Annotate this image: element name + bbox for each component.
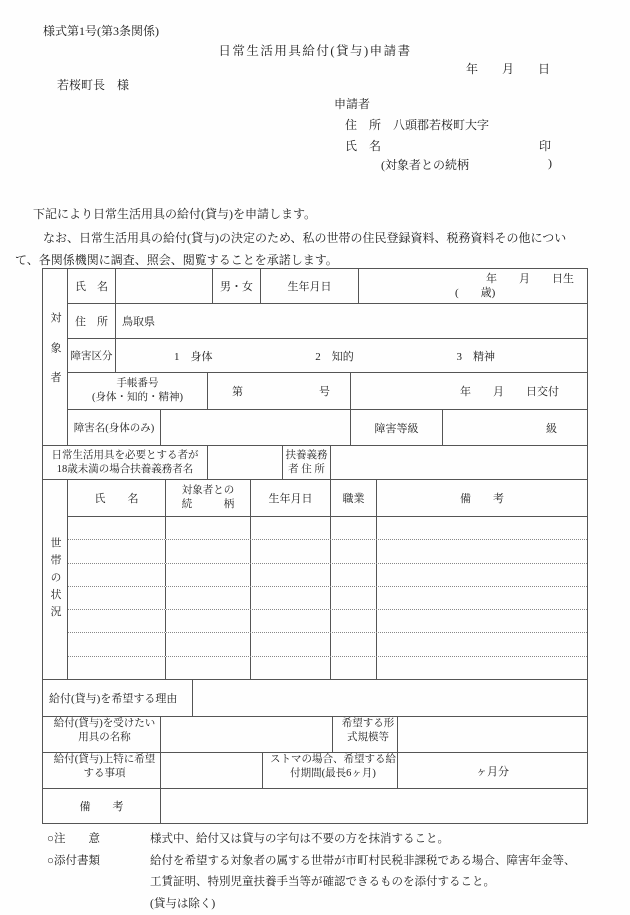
household-cell — [251, 587, 331, 609]
household-cell — [166, 610, 251, 632]
household-cell — [331, 587, 377, 609]
book-label-line1: 手帳番号 — [116, 378, 159, 390]
household-col-birth: 生年月日 — [251, 480, 331, 516]
household-cell — [331, 564, 377, 586]
category-option-intellectual: 2 知的 — [315, 350, 354, 363]
stoma-label-line1: ストマの場合、希望する給 — [270, 754, 396, 765]
subject-row-disability — [68, 410, 587, 445]
household-row — [68, 540, 587, 563]
birth-age-line: ( 歳) — [455, 287, 496, 299]
birth-date-line: 年 月 日生 — [486, 272, 574, 285]
subject-birth-value — [359, 269, 587, 303]
style-label-line2: 式規模等 — [347, 731, 389, 743]
relation-open: (対象者との続柄 — [381, 158, 469, 172]
book-issue-date: 年 月 日交付 — [460, 386, 559, 398]
household-side-label: 世帯の状況 — [43, 480, 68, 679]
consent-line-1: なお、日常生活用具の給付(貸与)の決定のため、私の世帯の住民登録資料、税務資料その他につい — [43, 231, 567, 245]
special-label — [43, 753, 161, 788]
household-cell — [68, 587, 166, 609]
relation-close: ) — [548, 156, 552, 170]
style-label-line1: 希望する形 — [341, 718, 395, 729]
item-label-line1: 給付(貸与)を受けたい — [53, 718, 156, 729]
household-cell — [251, 564, 331, 586]
subject-sex-label: 男・女 — [213, 269, 261, 303]
note-caution — [47, 829, 592, 851]
subject-birth-label: 生年月日 — [261, 269, 359, 303]
household-cell — [251, 517, 331, 539]
remarks-label: 備 考 — [43, 789, 161, 823]
relation-line — [381, 156, 552, 173]
household-cell — [377, 587, 587, 609]
household-col-job: 職業 — [331, 480, 377, 516]
book-number-label — [68, 373, 208, 409]
guardian-label-line2: 18歳未満の場合扶養義務者名 — [56, 463, 194, 475]
special-value — [161, 753, 263, 788]
note-attachments — [47, 851, 592, 915]
household-row — [68, 517, 587, 540]
household-header-row — [68, 480, 587, 517]
household-cell — [251, 610, 331, 632]
stoma-label-line2: 付期間(最長6ヶ月) — [290, 767, 376, 779]
household-cell — [166, 633, 251, 655]
item-value — [161, 717, 333, 752]
subject-address-value: 鳥取県 — [122, 316, 155, 328]
household-cell — [377, 657, 587, 679]
household-cell — [68, 540, 166, 562]
subject-row-name — [68, 269, 587, 304]
grade-label: 障害等級 — [351, 410, 443, 445]
household-cell — [251, 540, 331, 562]
household-cell — [377, 610, 587, 632]
item-row — [43, 717, 587, 753]
household-block — [43, 480, 587, 680]
household-cell — [166, 564, 251, 586]
category-option-mental: 3 精神 — [456, 350, 495, 363]
remarks-value — [161, 789, 587, 823]
note-attachments-label: ○添付書類 — [47, 854, 100, 867]
household-cell — [166, 587, 251, 609]
household-cell — [331, 657, 377, 679]
household-cell — [68, 564, 166, 586]
seal-mark: 印 — [538, 139, 551, 153]
household-row — [68, 633, 587, 656]
applicant-label: 申請者 — [334, 97, 371, 111]
household-cell — [377, 564, 587, 586]
note-caution-label: ○注 意 — [47, 833, 100, 845]
household-cell — [331, 540, 377, 562]
special-row — [43, 753, 587, 789]
household-cell — [331, 633, 377, 655]
household-cell — [166, 517, 251, 539]
style-label — [333, 717, 398, 752]
household-cell — [331, 610, 377, 632]
household-cell — [68, 633, 166, 655]
footnotes — [47, 829, 592, 915]
household-col-relation-line1: 対象者との — [181, 485, 235, 497]
grade-value: 級 — [546, 422, 557, 435]
household-row — [68, 610, 587, 633]
application-table — [42, 268, 588, 824]
item-label-line2: 用具の名称 — [78, 731, 131, 743]
reason-label: 給付(貸与)を希望する理由 — [43, 680, 193, 716]
household-cell — [331, 517, 377, 539]
note-attachments-text — [150, 851, 592, 915]
household-col-name: 氏 名 — [68, 480, 166, 516]
guardian-row — [43, 446, 587, 480]
household-cell — [377, 633, 587, 655]
guardian-address-label-line1: 扶養義務 — [285, 449, 328, 461]
page-title: 日常生活用具給付(貸与)申請書 — [218, 44, 412, 58]
subject-name-value — [116, 269, 213, 303]
consent-line-2: て、各関係機関に調査、照会、閲覧することを承諾します。 — [15, 253, 338, 267]
household-cell — [377, 517, 587, 539]
note-attachments-line1: 給付を希望する対象者の属する世帯が市町村民税非課税である場合、障害年金等、 — [150, 854, 576, 867]
subject-row-category — [68, 339, 587, 373]
applicant-name-line — [345, 137, 551, 154]
style-value — [398, 717, 587, 752]
book-no-suffix: 号 — [319, 386, 330, 398]
subject-row-book — [68, 373, 587, 410]
special-label-line1: 給付(貸与)上特に希望 — [53, 754, 156, 765]
household-row — [68, 587, 587, 610]
book-number-value — [208, 373, 351, 409]
note-attachments-line3: (貸与は除く) — [150, 897, 216, 910]
household-col-relation — [166, 480, 251, 516]
guardian-address-label — [283, 446, 331, 479]
guardian-name-value — [208, 446, 283, 479]
subject-side-label: 対象者 — [43, 269, 68, 445]
addressee: 若桜町長 様 — [57, 78, 130, 92]
book-no-prefix: 第 — [232, 386, 243, 398]
household-rows — [68, 517, 587, 679]
guardian-address-label-line2: 者 住 所 — [288, 463, 325, 475]
note-attachments-line2: 工賃証明、特別児童扶養手当等が確認できるものを添付すること。 — [150, 876, 495, 888]
reason-value — [193, 680, 587, 716]
subject-block — [43, 269, 587, 446]
stoma-period-value: ヶ月分 — [476, 765, 509, 778]
category-option-physical: 1 身体 — [174, 350, 213, 363]
applicant-name-label: 氏 名 — [345, 139, 382, 153]
applicant-address-line: 住 所 八頭郡若桜町大字 — [345, 118, 490, 132]
household-cell — [166, 540, 251, 562]
household-row — [68, 564, 587, 587]
subject-row-address — [68, 304, 587, 339]
disability-name-label: 障害名(身体のみ) — [68, 410, 161, 445]
guardian-address-value — [331, 446, 587, 479]
form-number: 様式第1号(第3条関係) — [43, 24, 159, 38]
category-label: 障害区分 — [68, 339, 116, 372]
request-sentence: 下記により日常生活用具の給付(貸与)を申請します。 — [33, 207, 317, 221]
household-cell — [377, 540, 587, 562]
household-cell — [68, 657, 166, 679]
item-label — [43, 717, 161, 752]
subject-address-label: 住 所 — [68, 304, 116, 338]
guardian-label-line1: 日常生活用具を必要とする者が — [51, 449, 199, 461]
household-col-remarks: 備 考 — [460, 493, 504, 505]
disability-name-value — [161, 410, 351, 445]
date-line: 年 月 日 — [466, 62, 551, 76]
household-cell — [166, 657, 251, 679]
household-col-relation-line2: 続 柄 — [181, 499, 235, 510]
stoma-label — [263, 753, 398, 788]
book-label-line2: (身体・知的・精神) — [92, 392, 183, 403]
household-cell — [68, 517, 166, 539]
household-row — [68, 657, 587, 679]
special-label-line2: する事項 — [83, 767, 126, 779]
remarks-row — [43, 789, 587, 823]
household-cell — [251, 657, 331, 679]
household-cell — [68, 610, 166, 632]
category-options — [116, 339, 587, 372]
household-cell — [251, 633, 331, 655]
note-caution-text: 様式中、給付又は貸与の字句は不要の方を抹消すること。 — [150, 833, 449, 845]
guardian-label — [43, 446, 208, 479]
subject-name-label: 氏 名 — [68, 269, 116, 303]
reason-row — [43, 680, 587, 717]
